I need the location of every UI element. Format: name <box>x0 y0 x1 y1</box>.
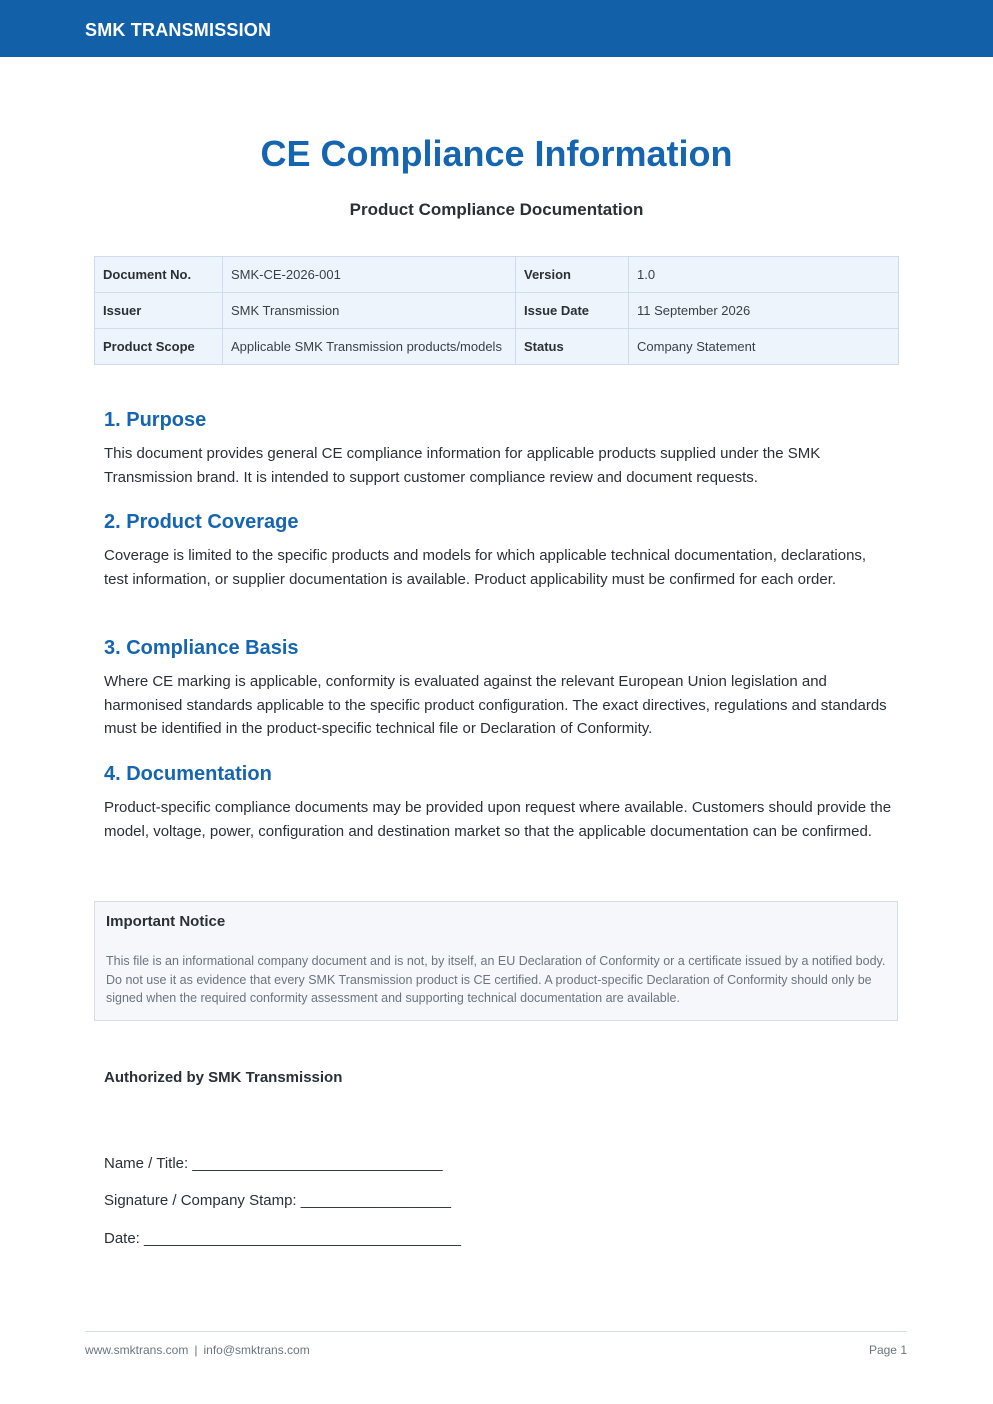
signature-field: Signature / Company Stamp: __________________ <box>104 1192 451 1209</box>
header-bar <box>0 0 993 57</box>
section-heading: 4. Documentation <box>104 763 272 785</box>
brand-name: SMK TRANSMISSION <box>85 20 272 40</box>
table-label: Issue Date <box>516 293 629 329</box>
table-value: 1.0 <box>629 257 899 293</box>
table-label: Status <box>516 329 629 365</box>
table-value: SMK Transmission <box>223 293 516 329</box>
footer-email: info@smktrans.com <box>203 1343 310 1357</box>
notice-title: Important Notice <box>106 913 226 930</box>
page-number: Page 1 <box>868 1343 907 1357</box>
table-row <box>95 257 899 293</box>
important-notice-box <box>94 901 898 1021</box>
section-heading: 1. Purpose <box>104 409 207 431</box>
section-documentation <box>104 763 894 843</box>
document-title: CE Compliance Information <box>260 133 733 174</box>
section-purpose <box>104 409 894 489</box>
table-row <box>95 293 899 329</box>
section-product-coverage <box>104 511 894 591</box>
table-label: Issuer <box>95 293 223 329</box>
document-info-table <box>94 256 899 365</box>
footer-contact <box>85 1343 310 1357</box>
table-value: 11 September 2026 <box>629 293 899 329</box>
section-body: Where CE marking is applicable, conformity is evaluated against the relevant European Union legislation and harmonised standards applicable to the specific product configuration. The exact directives, regulations and standards must be identified in the product-specific technical file or Declaration of Conformity. <box>104 673 887 737</box>
footer-divider <box>85 1331 907 1332</box>
table-label: Version <box>516 257 629 293</box>
section-compliance-basis <box>104 637 894 741</box>
section-body: Product-specific compliance documents may be provided upon request where available. Customers should provide the model, voltage, power, configuration and destination market so that the applicable documentation can be confirmed. <box>104 799 892 840</box>
section-heading: 2. Product Coverage <box>104 511 299 533</box>
name-title-field: Name / Title: ______________________________ <box>104 1155 443 1172</box>
notice-body: This file is an informational company document and is not, by itself, an EU Declaration of Conformity or a certificate issued by a notified body. Do not use it as evidence that every SMK Transmission product is CE certified. A product-specific Declaration of Conformity should only be signed when the required conformity assessment and supporting technical documentation are available. <box>106 954 886 1006</box>
table-value: SMK-CE-2026-001 <box>223 257 516 293</box>
document-subtitle: Product Compliance Documentation <box>349 200 644 219</box>
footer-separator: | <box>194 1343 198 1357</box>
table-row <box>95 329 899 365</box>
section-body: Coverage is limited to the specific products and models for which applicable technical documentation, declarations, test information, or supplier documentation is available. Product applicability must be confirmed for each order. <box>104 547 867 588</box>
table-value: Company Statement <box>629 329 899 365</box>
table-value: Applicable SMK Transmission products/models <box>223 329 516 365</box>
section-heading: 3. Compliance Basis <box>104 637 299 659</box>
authorization-heading: Authorized by SMK Transmission <box>104 1069 343 1086</box>
footer-website: www.smktrans.com <box>85 1343 189 1357</box>
table-label: Document No. <box>95 257 223 293</box>
date-field: Date: ______________________________________ <box>104 1230 462 1247</box>
section-body: This document provides general CE compliance information for applicable products supplied under the SMK Transmission brand. It is intended to support customer compliance review and document requests. <box>104 445 821 486</box>
table-label: Product Scope <box>95 329 223 365</box>
